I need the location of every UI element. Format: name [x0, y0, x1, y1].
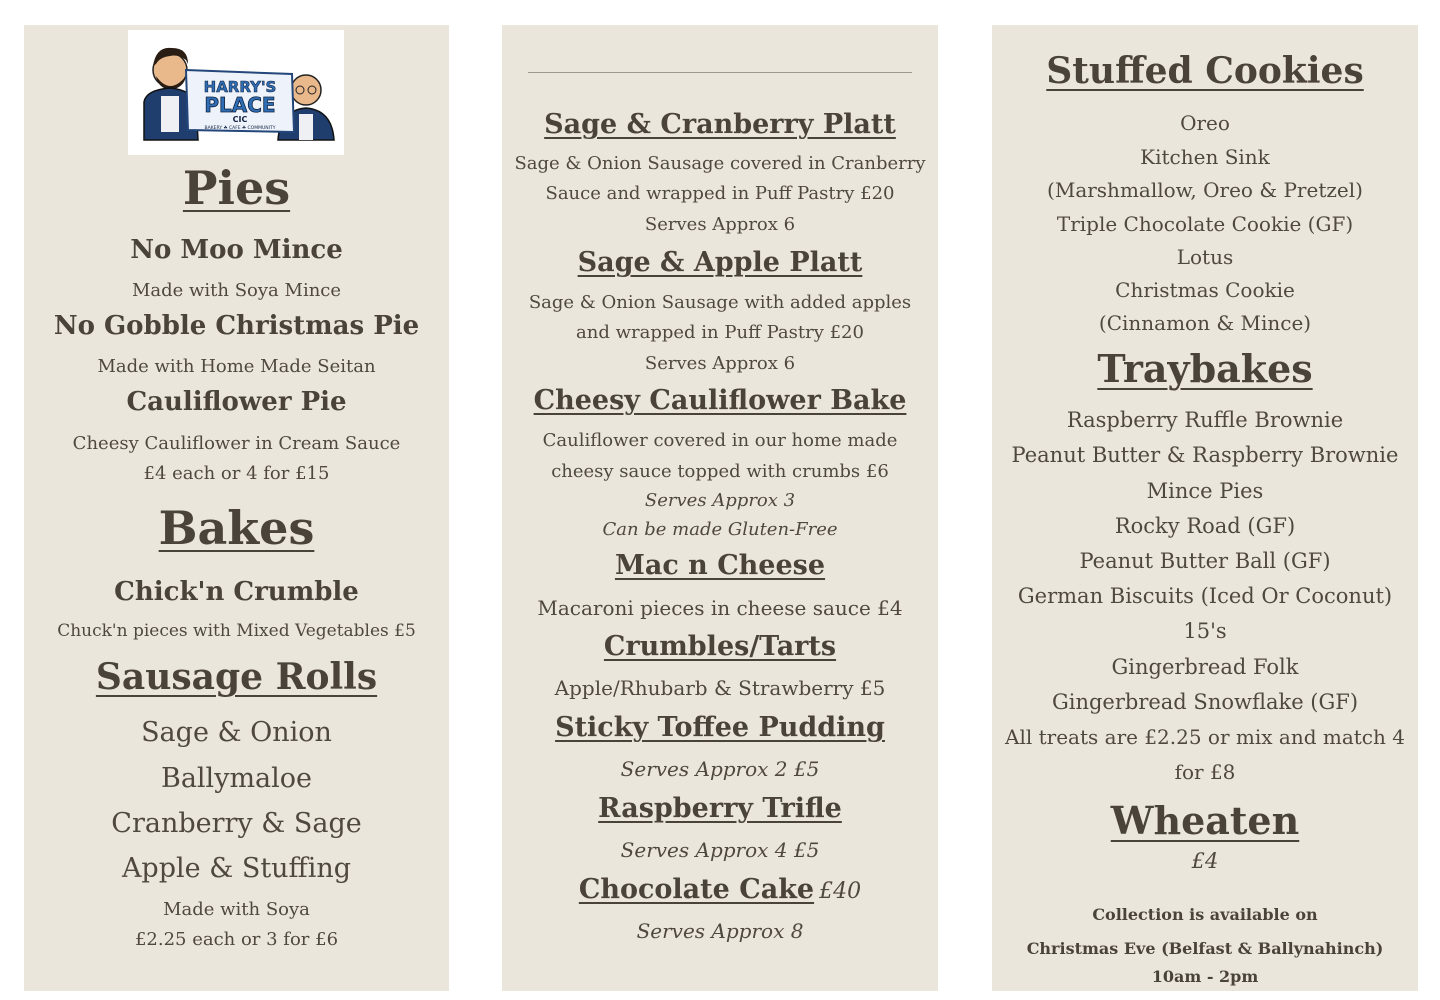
section-heading: Sticky Toffee Pudding — [555, 712, 885, 743]
section-line: Macaroni pieces in cheese sauce £4 — [537, 596, 903, 620]
sausage-rolls-heading: Sausage Rolls — [95, 656, 378, 698]
divider — [528, 72, 912, 73]
section-line: Sage & Onion Sausage with added apples — [528, 292, 912, 313]
pies-heading: Pies — [182, 161, 291, 215]
traybake-item: Gingerbread Snowflake (GF) — [1051, 690, 1359, 714]
traybake-item: Mince Pies — [1146, 479, 1264, 503]
pies-price: £4 each or 4 for £15 — [143, 463, 330, 484]
logo-line2: PLACE — [204, 93, 276, 117]
section-line: cheesy sauce topped with crumbs £6 — [551, 461, 889, 482]
traybake-item: German Biscuits (Iced Or Coconut) — [1017, 584, 1393, 608]
bakes-heading: Bakes — [158, 501, 315, 555]
pie-item-desc: Made with Soya Mince — [131, 280, 342, 301]
pie-item-desc: Made with Home Made Seitan — [97, 356, 376, 377]
stuffed-cookies-heading: Stuffed Cookies — [1046, 50, 1364, 92]
collection-line: Collection is available on — [1092, 905, 1318, 924]
section-heading: Sage & Apple Platt — [577, 247, 863, 278]
wheaten-price: £4 — [1191, 849, 1219, 873]
wheaten-heading: Wheaten — [1110, 798, 1300, 843]
section-line: Cauliflower covered in our home made — [542, 430, 898, 451]
traybake-item: Peanut Butter & Raspberry Brownie — [1011, 443, 1399, 467]
traybake-price-note: for £8 — [1174, 760, 1236, 784]
section-line: Apple/Rhubarb & Strawberry £5 — [554, 676, 886, 700]
section-serves: Serves Approx 2 £5 — [620, 757, 820, 781]
sausage-rolls-note: Made with Soya — [163, 899, 310, 920]
chocolate-cake-row — [502, 876, 938, 903]
logo-line1: HARRY'S — [203, 78, 277, 96]
menu-panel-platters — [502, 25, 938, 991]
section-heading: Mac n Cheese — [614, 550, 826, 581]
sausage-rolls-price: £2.25 each or 3 for £6 — [134, 929, 339, 950]
sausage-roll-item: Cranberry & Sage — [111, 808, 362, 839]
section-heading: Raspberry Trifle — [598, 793, 842, 824]
traybakes-heading: Traybakes — [1097, 346, 1313, 391]
cookie-item: Triple Chocolate Cookie (GF) — [1056, 212, 1354, 236]
section-note: Can be made Gluten-Free — [602, 519, 838, 540]
section-serves: Serves Approx 8 — [636, 919, 804, 943]
bakes-item-name: Chick'n Crumble — [114, 577, 359, 607]
bakes-item-desc: Chuck'n pieces with Mixed Vegetables £5 — [57, 621, 416, 641]
section-heading: Chocolate Cake — [578, 874, 815, 905]
harrys-place-logo — [128, 30, 344, 155]
sausage-roll-item: Ballymaloe — [160, 763, 313, 794]
cookie-item: Lotus — [1176, 245, 1234, 269]
section-heading: Crumbles/Tarts — [603, 631, 837, 662]
traybake-item: Peanut Butter Ball (GF) — [1079, 549, 1331, 573]
collection-line: 10am - 2pm — [1151, 967, 1259, 986]
pie-item-desc: Cheesy Cauliflower in Cream Sauce — [72, 433, 401, 454]
section-price: £40 — [819, 879, 862, 904]
section-heading: Cheesy Cauliflower Bake — [533, 385, 907, 416]
cookie-item: (Marshmallow, Oreo & Pretzel) — [1047, 178, 1363, 202]
section-serves: Serves Approx 4 £5 — [620, 838, 820, 862]
cookie-item: Christmas Cookie — [1115, 278, 1295, 302]
section-line: Sauce and wrapped in Puff Pastry £20 — [545, 183, 895, 204]
pie-item-name: No Gobble Christmas Pie — [53, 311, 420, 341]
section-serves: Serves Approx 3 — [644, 490, 796, 511]
menu-panel-savoury — [24, 25, 449, 991]
collection-line: Christmas Eve (Belfast & Ballynahinch) — [1026, 939, 1384, 958]
traybake-item: Rocky Road (GF) — [1114, 514, 1296, 538]
section-serves: Serves Approx 6 — [644, 353, 796, 374]
logo-line3: CIC — [232, 115, 248, 124]
sausage-roll-item: Apple & Stuffing — [121, 853, 352, 884]
cookie-item: Kitchen Sink — [1140, 145, 1270, 169]
section-heading: Sage & Cranberry Platt — [544, 109, 896, 140]
traybake-price-note: All treats are £2.25 or mix and match 4 — [1005, 725, 1405, 749]
pie-item-name: No Moo Mince — [130, 235, 343, 265]
menu-panel-sweets — [992, 25, 1418, 991]
cookie-item: Oreo — [1180, 111, 1230, 135]
traybake-item: 15's — [1183, 619, 1227, 643]
pie-item-name: Cauliflower Pie — [126, 387, 347, 417]
logo-graphic — [128, 30, 344, 155]
section-line: and wrapped in Puff Pastry £20 — [576, 322, 864, 343]
traybake-item: Raspberry Ruffle Brownie — [1066, 408, 1344, 432]
traybake-item: Gingerbread Folk — [1111, 655, 1299, 679]
cookie-item: (Cinnamon & Mince) — [1098, 311, 1312, 335]
section-serves: Serves Approx 6 — [644, 214, 796, 235]
logo-tagline: BAKERY ☘ CAFE ☘ COMMUNITY — [204, 126, 276, 131]
section-line: Sage & Onion Sausage covered in Cranberry — [514, 153, 926, 174]
sausage-roll-item: Sage & Onion — [141, 717, 332, 748]
